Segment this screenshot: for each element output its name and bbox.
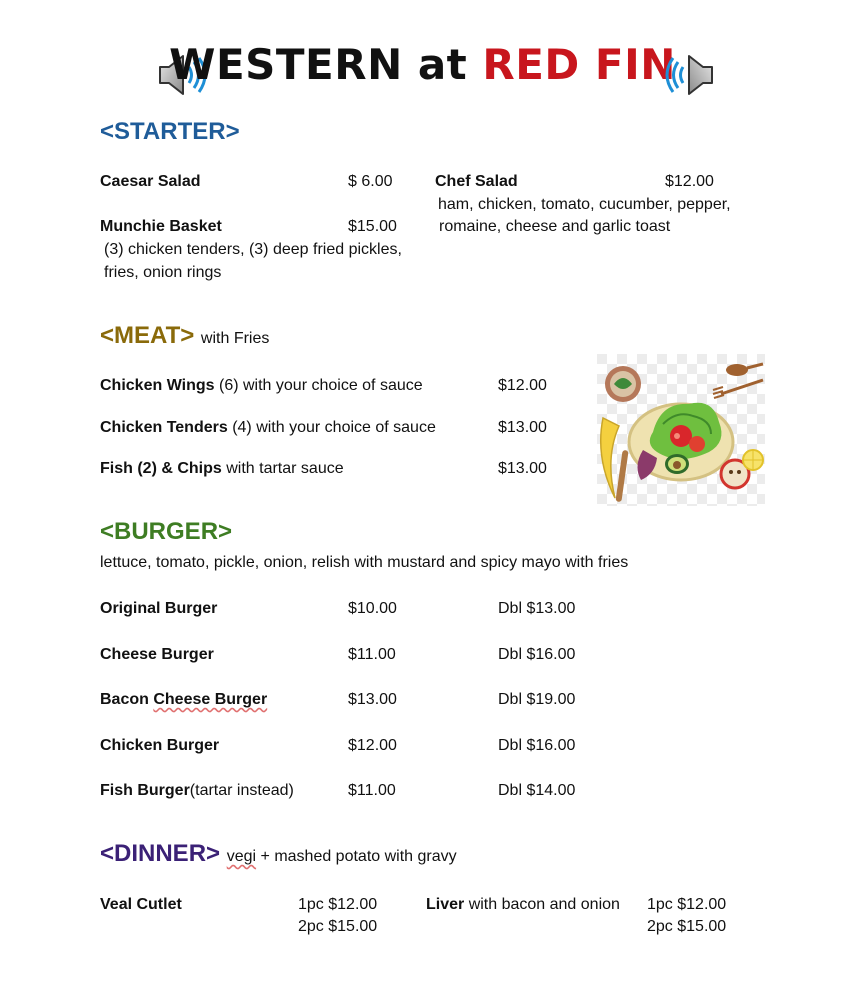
menu-item-price: $13.00 <box>498 460 547 477</box>
menu-item-desc: (6) with your choice of sauce <box>214 377 423 394</box>
menu-item-name-part: Liver <box>426 896 465 913</box>
menu-item-price: $13.00 <box>348 691 397 708</box>
menu-item-double-price: Dbl $16.00 <box>498 737 576 754</box>
menu-item-price: $12.00 <box>665 173 714 190</box>
menu-item-desc: with tartar sauce <box>221 460 344 477</box>
menu-item-price: 2pc $15.00 <box>647 918 727 935</box>
dinner-heading-label: <DINNER> <box>100 840 221 867</box>
menu-item-name: Original Burger <box>100 600 218 617</box>
menu-item-name: Fish (2) & Chips <box>100 460 222 477</box>
dinner-heading <box>100 840 457 868</box>
menu-item-price: $ 6.00 <box>348 173 393 190</box>
menu-item-price: 1pc $12.00 <box>647 896 727 913</box>
menu-item-name: Chicken Tenders <box>100 419 228 436</box>
menu-item-price: $12.00 <box>348 737 397 754</box>
menu-item-price: 2pc $15.00 <box>298 918 378 935</box>
meat-heading-label: <MEAT> <box>100 322 195 349</box>
menu-item-name: Chef Salad <box>435 173 518 190</box>
menu-item-name: Cheese Burger <box>100 646 214 663</box>
menu-item-name <box>100 779 294 802</box>
title-black: WESTERN at <box>169 40 468 89</box>
menu-item-price: $11.00 <box>348 782 396 799</box>
menu-item-name-part: Cheese Burger <box>153 691 268 708</box>
menu-item-name: Veal Cutlet <box>100 896 182 913</box>
menu-item-note: (tartar instead) <box>189 782 294 799</box>
menu-item-price: $13.00 <box>498 419 547 436</box>
speaker-icon-right[interactable] <box>664 52 716 98</box>
menu-item-double-price: Dbl $19.00 <box>498 691 576 708</box>
menu-item-name-part: Bacon <box>100 691 154 708</box>
meat-heading-suffix: with Fries <box>200 330 270 347</box>
menu-item-desc: (3) chicken tenders, (3) deep fried pickles, <box>104 241 402 258</box>
menu-item-price: $12.00 <box>498 377 547 394</box>
burger-description: lettuce, tomato, pickle, onion, relish with mustard and spicy mayo with fries <box>100 554 629 571</box>
menu-item-price: 1pc $12.00 <box>298 896 378 913</box>
salad-plate-image <box>597 354 765 506</box>
dinner-heading-suffix: vegi <box>226 848 257 865</box>
meat-item <box>100 416 436 439</box>
menu-item-double-price: Dbl $14.00 <box>498 782 576 799</box>
menu-item-name-part: Fish Burger <box>100 782 190 799</box>
menu-item-name: Caesar Salad <box>100 173 201 190</box>
menu-item-desc: (4) with your choice of sauce <box>227 419 436 436</box>
menu-item-name <box>426 893 620 916</box>
menu-item-price: $11.00 <box>348 646 396 663</box>
menu-item-desc: with bacon and onion <box>464 896 620 913</box>
title-red: RED FIN <box>482 40 676 89</box>
burger-heading: <BURGER> <box>100 518 233 545</box>
meat-item <box>100 374 423 397</box>
menu-item-name: Munchie Basket <box>100 218 222 235</box>
meat-heading <box>100 322 269 350</box>
menu-item-double-price: Dbl $16.00 <box>498 646 576 663</box>
dinner-heading-suffix: + mashed potato with gravy <box>256 848 457 865</box>
menu-item-desc: romaine, cheese and garlic toast <box>439 218 671 235</box>
meat-item <box>100 457 344 480</box>
menu-item-desc: fries, onion rings <box>104 264 222 281</box>
menu-item-double-price: Dbl $13.00 <box>498 600 576 617</box>
menu-item-name: Chicken Burger <box>100 737 220 754</box>
menu-item-price: $15.00 <box>348 218 397 235</box>
page-title <box>0 40 845 89</box>
menu-item-desc: ham, chicken, tomato, cucumber, pepper, <box>438 196 731 213</box>
menu-item-name: Chicken Wings <box>100 377 215 394</box>
menu-item-name <box>100 688 267 711</box>
starter-heading: <STARTER> <box>100 118 240 145</box>
menu-item-price: $10.00 <box>348 600 397 617</box>
